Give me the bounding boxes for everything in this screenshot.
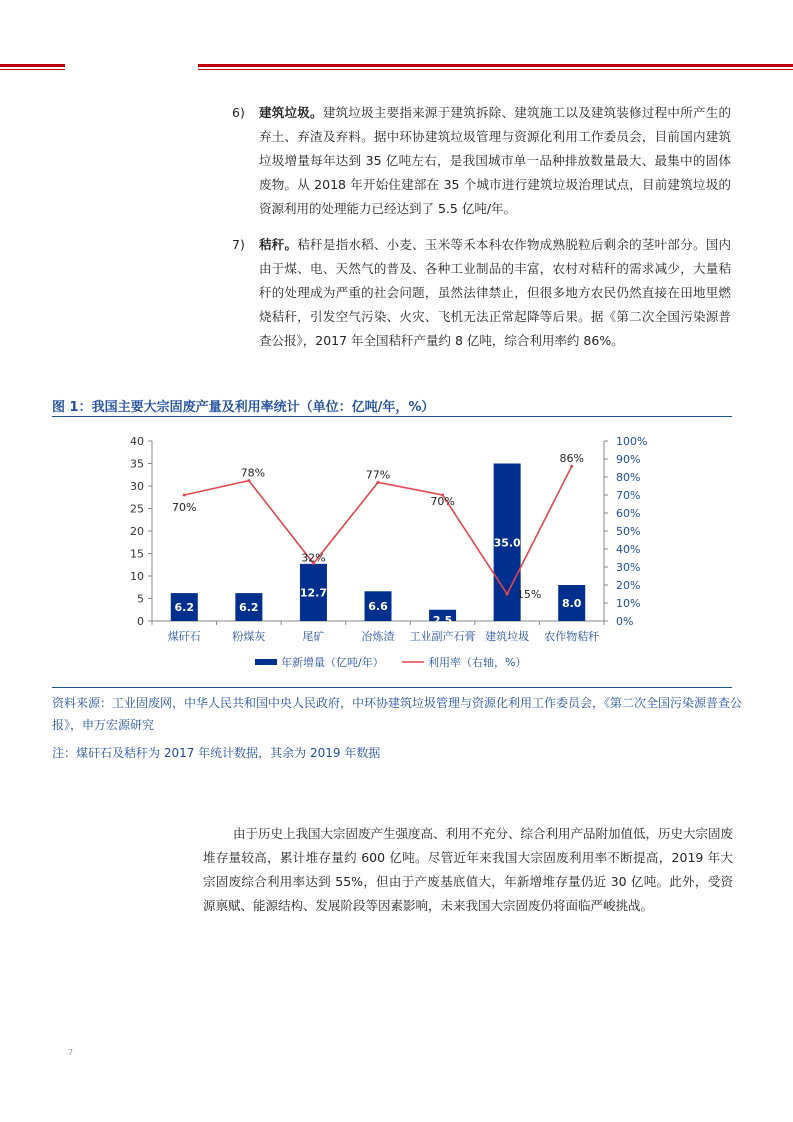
- bar-data-label: 6.2: [174, 601, 195, 615]
- list-item-body: 建筑垃圾主要指来源于建筑拆除、建筑施工以及建筑装修过程中所产生的弃土、弃渣及弃料。据中环协建筑垃圾管理与资源化利用工作委员会，目前国内建筑垃圾增量每年达到 35 亿吨左右，是我国城市单一品种排放数量最大、最集中的固体废物。从 2018 年开始住建部在 35 个城市进行建筑垃圾治理试点，目前建筑垃圾的资源利用的处理能力已经达到了 5.5 亿吨/年。: [259, 105, 731, 216]
- x-tick-label: 粉煤灰: [232, 630, 266, 643]
- header-thin-left: [0, 69, 65, 70]
- y-tick-label-right: 90%: [616, 453, 641, 466]
- rate-data-label: 15%: [516, 588, 542, 601]
- list-number: 7): [232, 237, 245, 252]
- bar-data-label: 6.2: [239, 601, 259, 615]
- x-tick-label: 煤矸石: [167, 630, 201, 643]
- rate-data-label: 86%: [559, 452, 584, 466]
- bar-data-label: 12.7: [299, 586, 327, 600]
- figure-source: 资料来源：工业固废网，中华人民共和国中央人民政府，中环协建筑垃圾管理与资源化利用工作委员会，《第二次全国污染源普查公报》，申万宏源研究: [52, 696, 743, 732]
- rate-point: [506, 593, 509, 596]
- y-tick-label-left: 25: [130, 502, 144, 516]
- list-item-construction-waste: [232, 101, 732, 221]
- y-tick-label-right: 30%: [616, 561, 641, 574]
- bar-line-chart: [52, 426, 692, 682]
- y-tick-label-left: 40: [130, 435, 144, 448]
- header-thin-right: [198, 69, 793, 70]
- legend-swatch-bar: [255, 659, 277, 665]
- page-number: 7: [68, 1048, 74, 1057]
- list-text: [259, 101, 731, 221]
- legend-label-line: 利用率（右轴，%）: [428, 656, 527, 669]
- x-tick-label: 工业副产石膏: [409, 630, 476, 643]
- rate-data-label: 32%: [301, 551, 326, 565]
- y-tick-label-left: 30: [130, 480, 144, 493]
- x-tick-label: 农作物秸秆: [544, 630, 600, 643]
- list-item-body: 秸秆是指水稻、小麦、玉米等禾本科农作物成熟脱粒后剩余的茎叶部分。国内由于煤、电、天然气的普及、各种工业制品的丰富，农村对秸秆的需求减少，大量秸秆的处理成为严重的社会问题，虽然法律禁止，但很多地方农民仍然直接在田地里燃烧秸秆，引发空气污染、火灾、飞机无法正常起降等后果。据《第二次全国污染源普查公报》，2017 年全国秸秆产量约 8 亿吨，综合利用率约 86%。: [259, 237, 731, 348]
- y-tick-label-right: 70%: [616, 489, 641, 502]
- bar-data-label: 35.0: [493, 536, 521, 550]
- y-tick-label-right: 50%: [616, 525, 641, 538]
- header-bar-left: [0, 64, 65, 67]
- header-bar-right: [198, 64, 793, 67]
- x-tick-label: 建筑垃圾: [485, 630, 530, 643]
- y-tick-label-right: 10%: [616, 597, 641, 610]
- rate-data-label: 70%: [430, 495, 455, 508]
- y-tick-label-right: 100%: [616, 435, 648, 448]
- list-item-straw: [232, 233, 732, 353]
- x-tick-label: 尾矿: [302, 630, 325, 643]
- y-tick-label-right: 80%: [616, 471, 641, 484]
- figure-note: 注：煤矸石及秸秆为 2017 年统计数据，其余为 2019 年数据: [52, 746, 381, 760]
- rate-point: [183, 494, 186, 497]
- rate-data-label: 77%: [365, 468, 391, 482]
- y-tick-label-right: 40%: [616, 543, 641, 556]
- x-tick-label: 冶炼渣: [361, 630, 395, 643]
- y-tick-label-left: 5: [137, 592, 144, 606]
- list-item-title: 秸秆。: [259, 237, 298, 252]
- rate-data-label: 70%: [172, 501, 197, 514]
- y-tick-label-left: 0: [137, 615, 144, 628]
- list-item-title: 建筑垃圾。: [259, 105, 323, 120]
- y-tick-label-right: 60%: [616, 507, 641, 520]
- list-text: [259, 233, 731, 353]
- y-tick-label-left: 10: [130, 570, 144, 583]
- y-tick-label-left: 15: [130, 547, 144, 561]
- figure-title: 图 1：我国主要大宗固废产量及利用率统计（单位：亿吨/年，%）: [52, 400, 435, 415]
- bar-data-label: 6.6: [368, 600, 388, 614]
- bar-data-label: 2.5: [432, 613, 453, 627]
- y-tick-label-right: 20%: [616, 579, 641, 592]
- figure-bottom-rule: [52, 687, 732, 688]
- y-tick-label-left: 35: [130, 457, 144, 471]
- legend-label-bar: 年新增量（亿吨/年）: [281, 656, 384, 669]
- body-paragraph: 由于历史上我国大宗固废产生强度高、利用不充分、综合利用产品附加值低，历史大宗固废堆存量较高，累计堆存量约 600 亿吨。尽管近年来我国大宗固废利用率不断提高，2019 年大宗固废综合利用率达到 55%，但由于产废基底值大，年新增堆存量仍近 30 亿吨。此外，受资源禀赋、能源结构、发展阶段等因素影响，未来我国大宗固废仍将面临严峻挑战。: [203, 826, 734, 913]
- figure-top-rule: [52, 416, 732, 417]
- bar-data-label: 8.0: [561, 597, 582, 610]
- y-tick-label-left: 20: [130, 525, 144, 538]
- list-number: 6): [232, 105, 245, 120]
- y-tick-label-right: 0%: [616, 615, 634, 628]
- rate-data-label: 78%: [240, 466, 266, 480]
